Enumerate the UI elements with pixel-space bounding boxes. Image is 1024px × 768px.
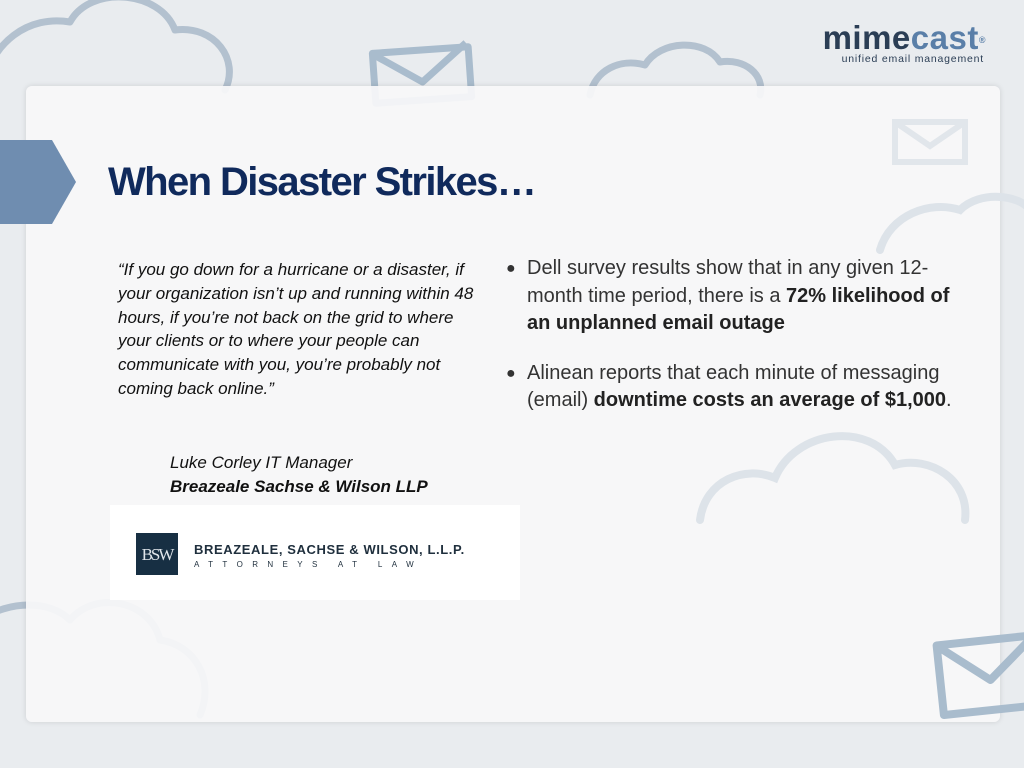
bsw-monogram (136, 533, 178, 575)
attribution-person: Luke Corley IT Manager (170, 453, 353, 472)
bullet-dot-icon: ● (506, 260, 516, 277)
mimecast-logo (822, 19, 986, 65)
slide-title: When Disaster Strikes… (108, 160, 536, 204)
statistics-list (506, 255, 976, 437)
bullet-dot-icon: ● (506, 364, 516, 382)
quote-attribution (170, 451, 428, 499)
cloud-icon (0, 0, 229, 95)
bullet-highlight: 72% likelihood of an unplanned email outage (527, 284, 950, 334)
list-item: ● Alinean reports that each minute of messaging (email) downtime costs an average of $1,000. (506, 361, 952, 411)
svg-text:BSW: BSW (141, 545, 173, 564)
section-arrow-tab (0, 140, 76, 224)
customer-quote: “If you go down for a hurricane or a disaster, if your organization isn’t up and running within 48 hours, if you’re not back on the grid to where your clients or to where your people can communicate with you, you’re probably not coming back online.” (118, 260, 474, 398)
firm-logo-name: BREAZEALE, SACHSE & WILSON, L.L.P. (194, 542, 465, 557)
bullet-highlight: downtime costs an average of $1,000 (593, 389, 947, 411)
firm-logo-subtitle: ATTORNEYS AT LAW (194, 560, 424, 569)
attribution-firm: Breazeale Sachse & Wilson LLP (170, 477, 428, 496)
list-item: ● Dell survey results show that in any given 12-month time period, there is a 72% likelihood of an unplanned email outage (506, 257, 950, 334)
logo-tagline: unified email management (841, 53, 984, 65)
logo-wordmark: mimecast® (822, 19, 986, 56)
law-firm-logo (110, 505, 520, 600)
